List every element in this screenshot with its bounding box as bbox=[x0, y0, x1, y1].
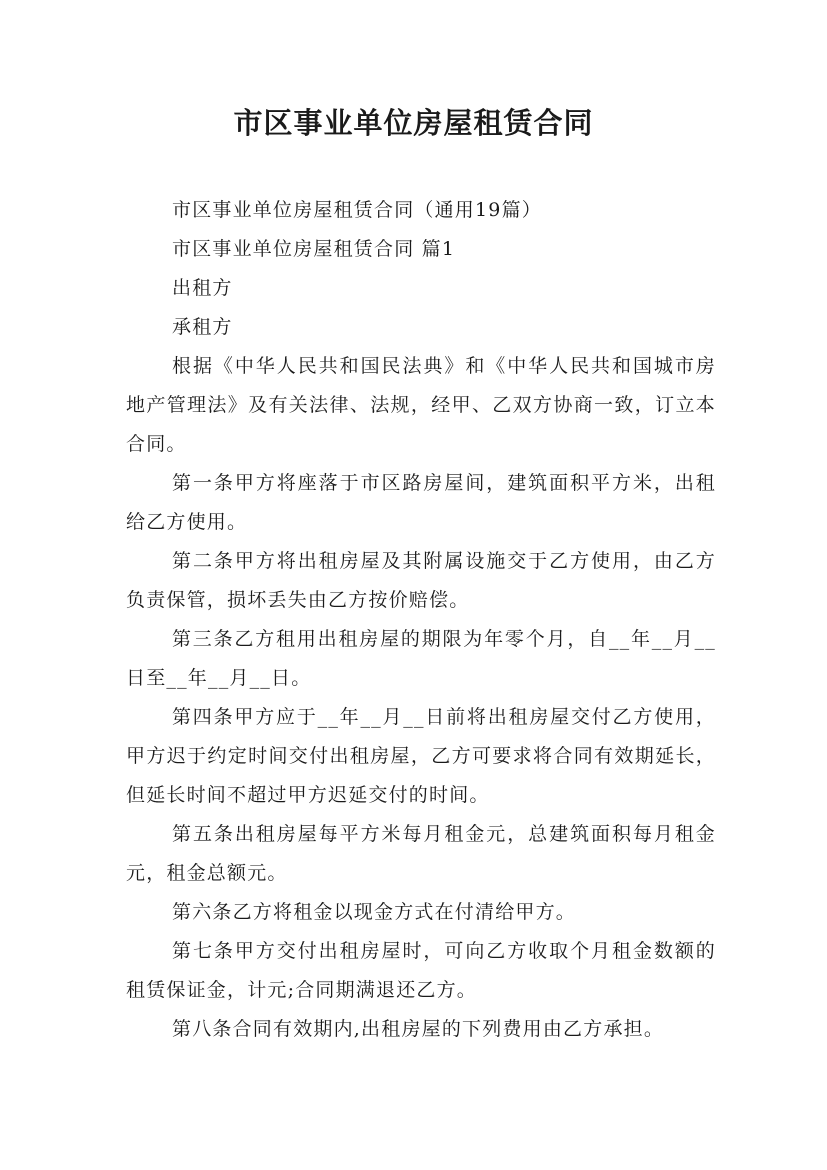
paragraph-subtitle: 市区事业单位房屋租赁合同（通用19篇） bbox=[172, 199, 542, 221]
document-title: 市区事业单位房屋租赁合同 bbox=[233, 106, 594, 140]
document-body bbox=[126, 191, 716, 1049]
paragraph-article-5: 第五条出租房屋每平方米每月租金元，总建筑面积每月租金元，租金总额元。 bbox=[126, 823, 716, 884]
paragraph-article-2: 第二条甲方将出租房屋及其附属设施交于乙方使用，由乙方负责保管，损坏丢失由乙方按价赔偿。 bbox=[126, 550, 716, 611]
paragraph-lessee: 承租方 bbox=[172, 316, 233, 338]
paragraph-article-3: 第三条乙方租用出租房屋的期限为年零个月，自__年__月__日至__年__月__日。 bbox=[126, 628, 716, 689]
paragraph-article-1: 第一条甲方将座落于市区路房屋间，建筑面积平方米，出租给乙方使用。 bbox=[126, 472, 716, 533]
paragraph-lessor: 出租方 bbox=[172, 277, 233, 299]
paragraph-article-6: 第六条乙方将租金以现金方式在付清给甲方。 bbox=[172, 901, 577, 923]
paragraph-article-4: 第四条甲方应于__年__月__日前将出租房屋交付乙方使用，甲方迟于约定时间交付出租房屋，乙方可要求将合同有效期延长，但延长时间不超过甲方迟延交付的时间。 bbox=[126, 706, 716, 806]
paragraph-preamble: 根据《中华人民共和国民法典》和《中华人民共和国城市房地产管理法》及有关法律、法规，经甲、乙双方协商一致，订立本合同。 bbox=[126, 355, 716, 455]
paragraph-article-7: 第七条甲方交付出租房屋时，可向乙方收取个月租金数额的租赁保证金，计元;合同期满退还乙方。 bbox=[126, 940, 716, 1001]
paragraph-article-8: 第八条合同有效期内,出租房屋的下列费用由乙方承担。 bbox=[172, 1018, 665, 1040]
paragraph-section-heading: 市区事业单位房屋租赁合同 篇1 bbox=[172, 238, 456, 260]
